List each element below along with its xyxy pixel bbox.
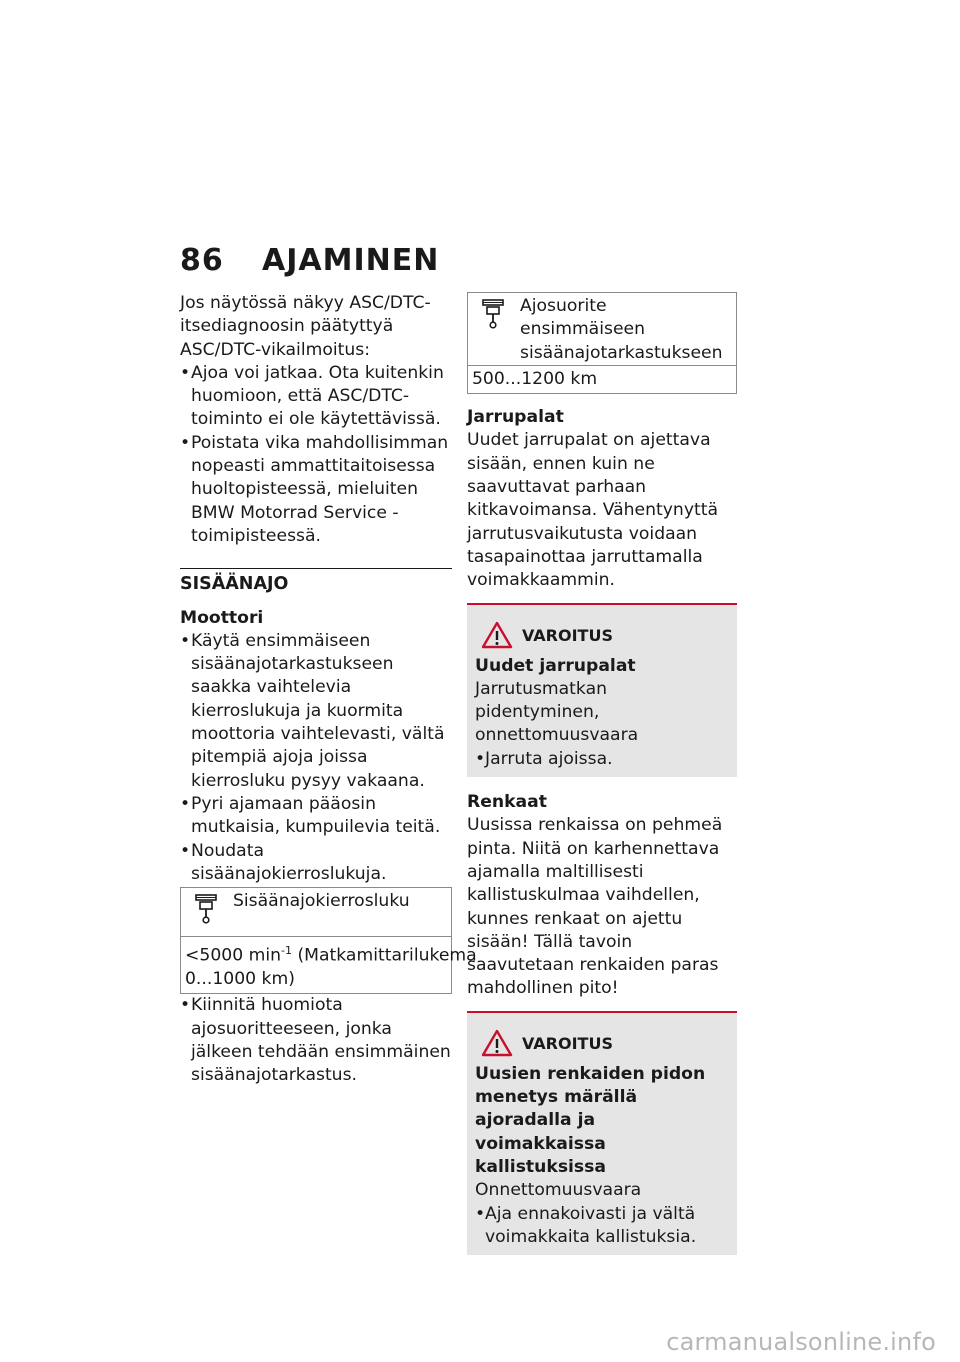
warning-triangle-icon (481, 621, 513, 656)
warning-box-tyres (467, 1013, 737, 1255)
warning-box-brakes (467, 605, 737, 777)
final-bullet-list (180, 994, 452, 1087)
warning-label: VAROITUS (522, 625, 613, 645)
spec-value: 500...1200 km (468, 365, 736, 393)
warning-title: Uudet jarrupalat (475, 655, 636, 676)
right-column (467, 292, 737, 1255)
intro-text: Jos näytössä näkyy ASC/DTC-itsediagnoosin päätyttyä ASC/DTC-vikailmoitus: (180, 293, 431, 360)
warning-title: Uusien renkaiden pidon menetys märällä ajoradalla ja voimakkaissa kallistuksissa (475, 1063, 706, 1177)
warning-label: VAROITUS (522, 1033, 613, 1053)
engine-icon (195, 894, 217, 931)
list-item: • Pyri ajamaan pääosin mutkaisia, kumpuilevia teitä. (180, 793, 452, 840)
list-item: • Kiinnitä huomiota ajosuoritteeseen, jonka jälkeen tehdään ensimmäinen sisäänajotarkastus. (180, 994, 452, 1087)
watermark: carmanualsonline.info (666, 1328, 936, 1356)
warning-bullet-list (475, 1203, 729, 1250)
list-item: • Ajoa voi jatkaa. Ota kuitenkin huomioon, että ASC/DTC-toiminto ei ole käytettävissä. (180, 362, 452, 432)
list-item: • Käytä ensimmäiseen sisäänajotarkastukseen saakka vaihtelevia kierroslukuja ja kuormita moottoria vaihtelevasti, vältä pitempiä ajoja joissa kierrosluku pysyy vakaana. (180, 630, 452, 793)
tyres-text: Uusissa renkaissa on pehmeä pinta. Niitä on karhennettava ajamalla maltillisesti kallistuskulmaa vaihdellen, kunnes renkaat on ajettu sisään! Tällä tavoin saavutetaan renkaiden paras mahdollinen pito! (467, 815, 723, 999)
warning-text: Jarrutusmatkan pidentyminen, onnettomuusvaara (475, 678, 639, 746)
page-title: AJAMINEN (262, 243, 440, 278)
warning-text: Onnettomuusvaara (475, 1180, 642, 1201)
spec-value-exponent: -1 (281, 944, 292, 958)
engine-icon (482, 299, 504, 336)
list-item: • Noudata sisäänajokierroslukuja. (180, 840, 452, 887)
tyres-heading: Renkaat (467, 792, 547, 813)
page-number: 86 (180, 243, 224, 278)
brakes-heading: Jarrupalat (467, 407, 564, 428)
engine-heading: Moottori (180, 607, 264, 628)
spec-value (181, 936, 477, 993)
list-item: • Poistata vika mahdollisimman nopeasti ammattitaitoisessa huoltopisteessä, mieluiten BMW Motorrad Service -toimipisteessä. (180, 432, 452, 548)
spec-label: Ajosuorite ensimmäiseen sisäänajotarkastukseen (520, 296, 723, 363)
section-divider (180, 568, 452, 569)
spec-value-range: 0...1000 km) (185, 969, 295, 990)
spec-value-rpm: <5000 min (185, 945, 282, 966)
section-heading: SISÄÄNAJO (180, 574, 289, 595)
break-in-rpm-spec (180, 887, 477, 994)
break-in-distance-spec (467, 292, 737, 394)
spec-value-note: (Matkamittarilukema (292, 945, 477, 966)
engine-bullet-list (180, 630, 452, 886)
intro-bullet-list (180, 362, 452, 548)
left-column (180, 292, 477, 1088)
warning-bullet-list (475, 748, 729, 771)
warning-triangle-icon (481, 1029, 513, 1064)
spec-label: Sisäänajokierrosluku (233, 891, 410, 912)
list-item: • Aja ennakoivasti ja vältä voimakkaita kallistuksia. (475, 1203, 729, 1250)
list-item: • Jarruta ajoissa. (475, 748, 729, 771)
brakes-text: Uudet jarrupalat on ajettava sisään, ennen kuin ne saavuttavat parhaan kitkavoimansa. Vähentynyttä jarrutusvaikutusta voidaan tasapainottaa jarruttamalla voimakkaammin. (467, 430, 718, 591)
